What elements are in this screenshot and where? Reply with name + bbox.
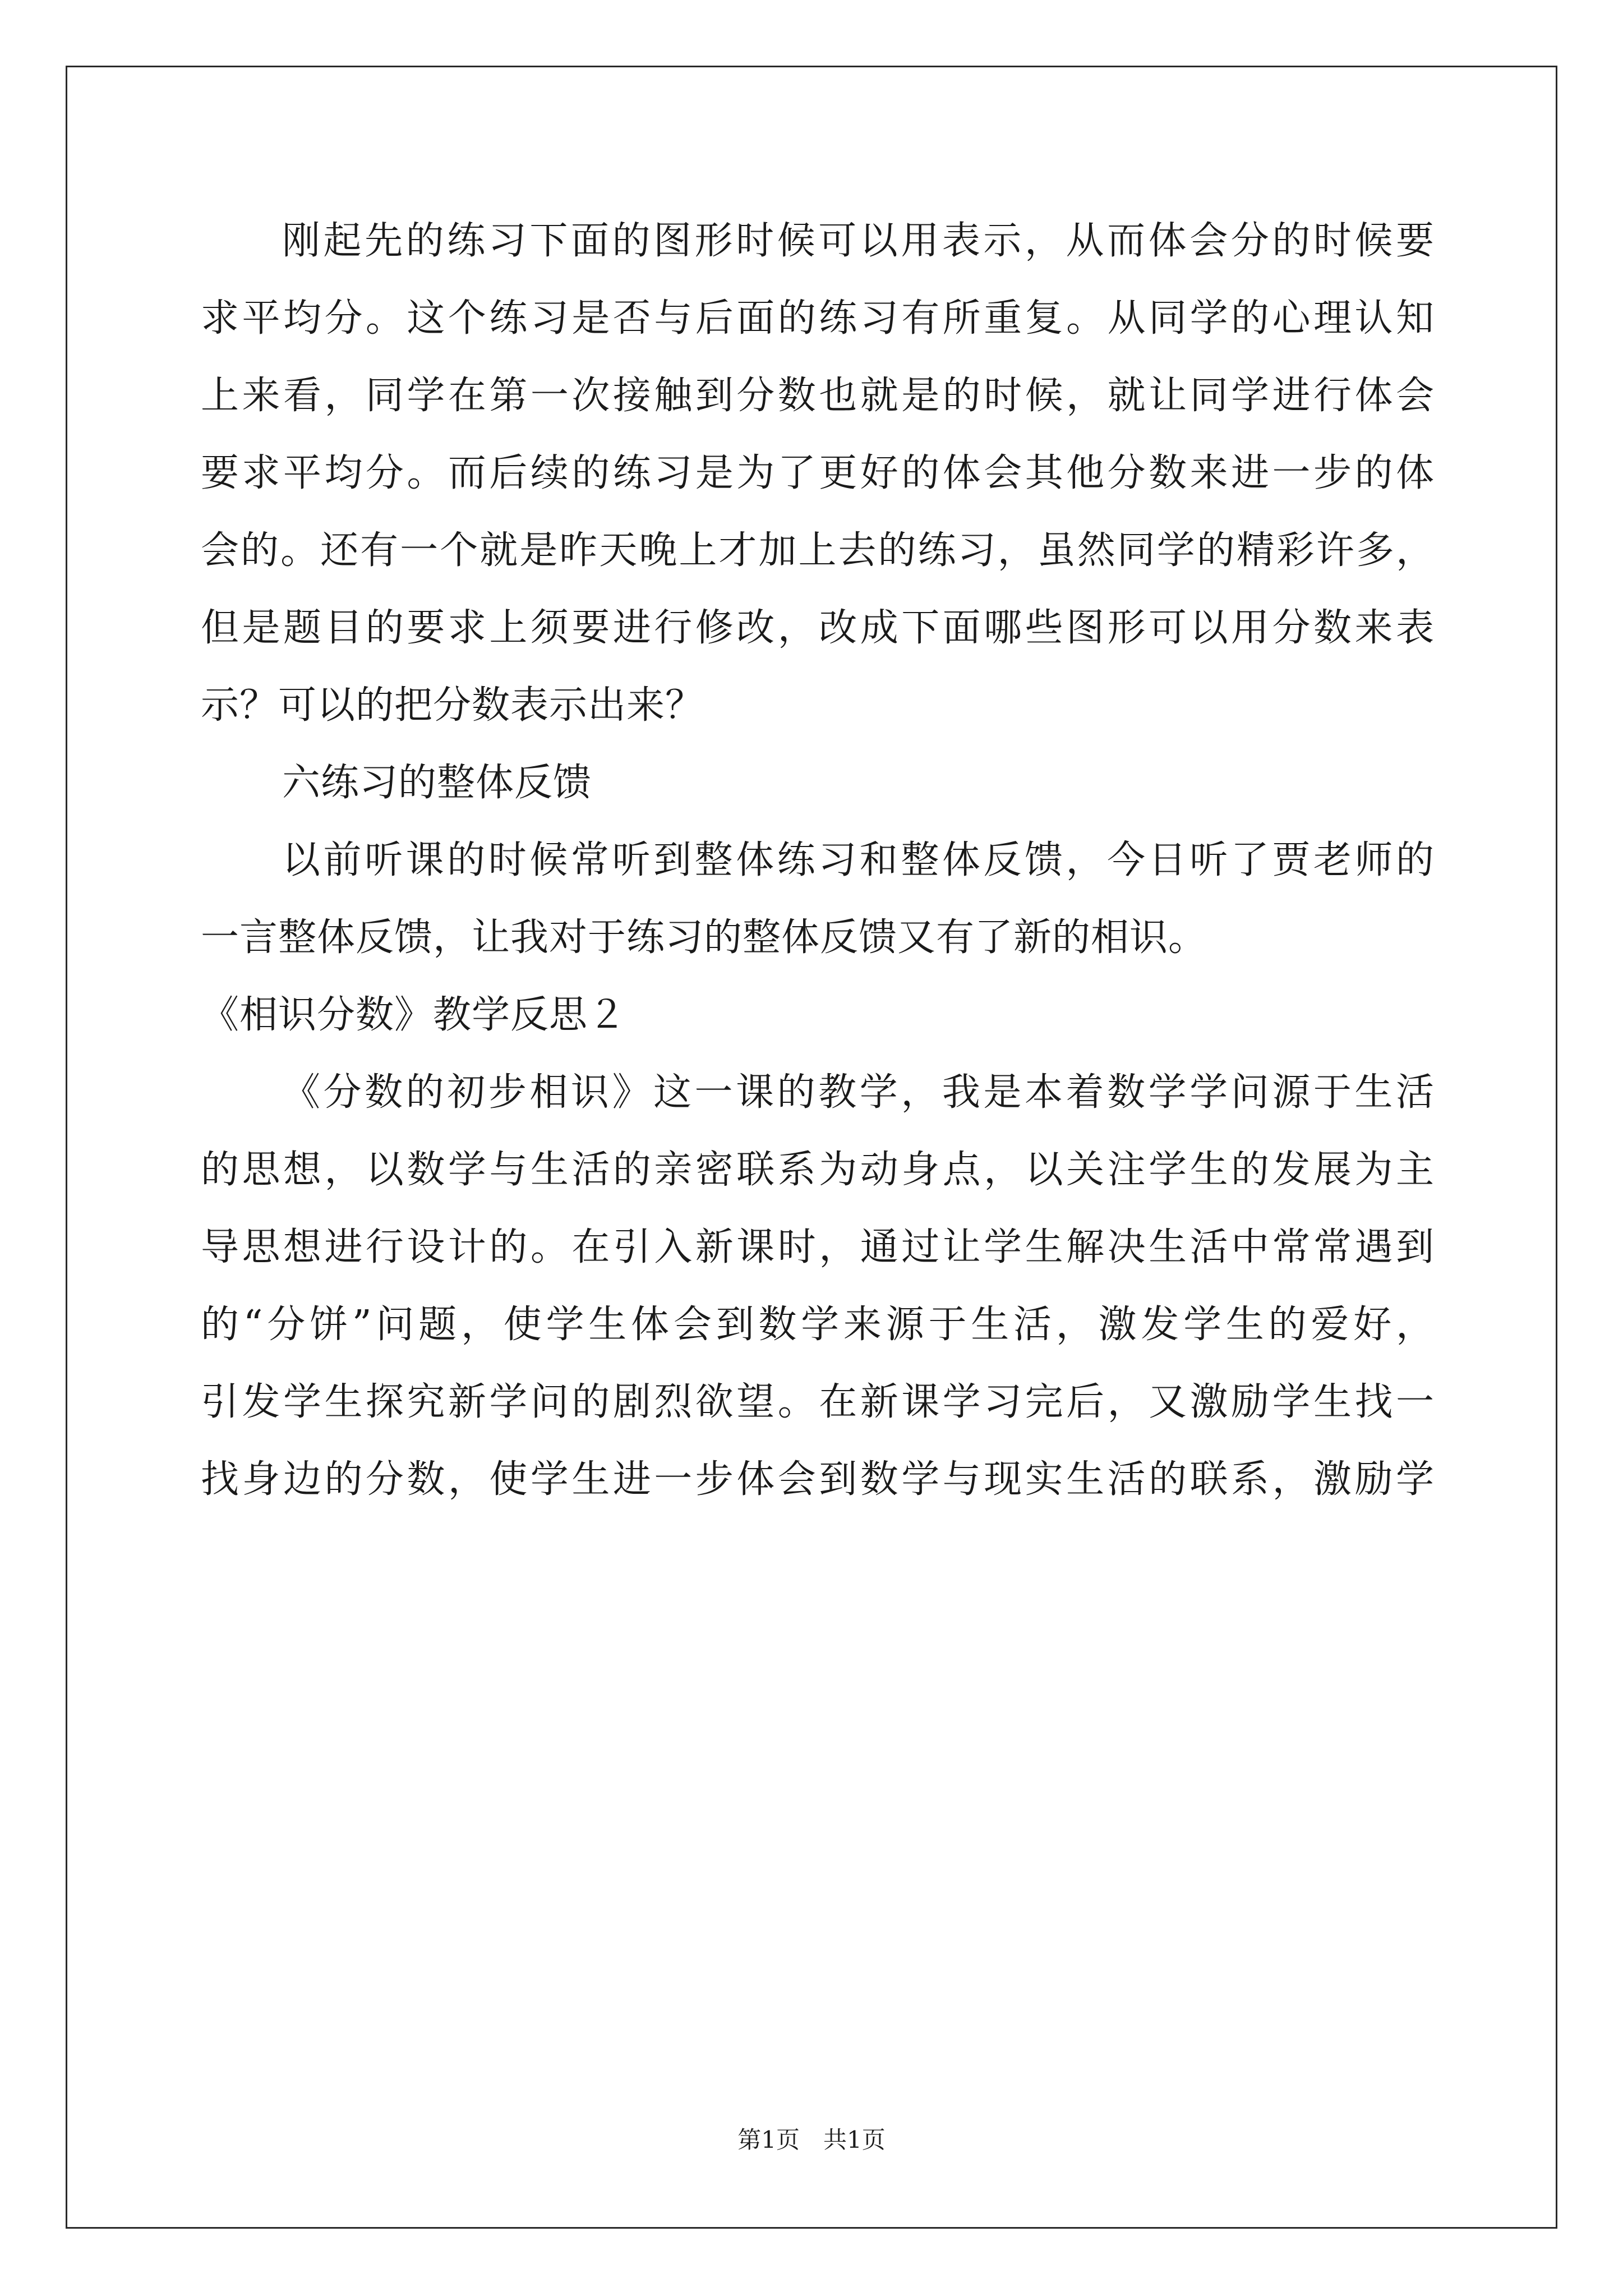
text-line: 要求平均分。而后续的练习是为了更好的体会其他分数来进一步的体 [201, 451, 1435, 495]
text-line: 但是题目的要求上须要进行修改，改成下面哪些图形可以用分数来表 [201, 606, 1435, 650]
page-number: 第1页 共1页 [737, 2126, 886, 2154]
text-line: 求平均分。这个练习是否与后面的练习有所重复。从同学的心理认知 [201, 296, 1435, 341]
text-line: 导思想进行设计的。在引入新课时，通过让学生解决生活中常常遇到 [201, 1225, 1435, 1269]
text-line: 的“分饼”问题，使学生体会到数学来源于生活，激发学生的爱好， [201, 1303, 1435, 1347]
text-line: 会的。还有一个就是昨天晚上才加上去的练习，虽然同学的精彩许多， [201, 528, 1435, 573]
article-title: 《相识分数》教学反思２ [201, 993, 627, 1037]
text-line: 一言整体反馈，让我对于练习的整体反馈又有了新的相识。 [201, 915, 1207, 960]
section-heading: 六练习的整体反馈 [282, 761, 592, 805]
text-line: 示？可以的把分数表示出来？ [201, 683, 704, 728]
text-line: 以前听课的时候常听到整体练习和整体反馈，今日听了贾老师的 [282, 838, 1435, 882]
text-line: 《分数的初步相识》这一课的教学，我是本着数学学问源于生活 [282, 1070, 1435, 1115]
text-line: 上来看，同学在第一次接触到分数也就是的时候，就让同学进行体会 [201, 374, 1435, 418]
text-line: 的思想，以数学与生活的亲密联系为动身点，以关注学生的发展为主 [201, 1148, 1435, 1192]
text-line: 刚起先的练习下面的图形时候可以用表示，从而体会分的时候要 [282, 219, 1435, 263]
text-line: 找身边的分数，使学生进一步体会到数学与现实生活的联系，激励学 [201, 1457, 1435, 1502]
text-line: 引发学生探究新学问的剧烈欲望。在新课学习完后，又激励学生找一 [201, 1380, 1435, 1424]
